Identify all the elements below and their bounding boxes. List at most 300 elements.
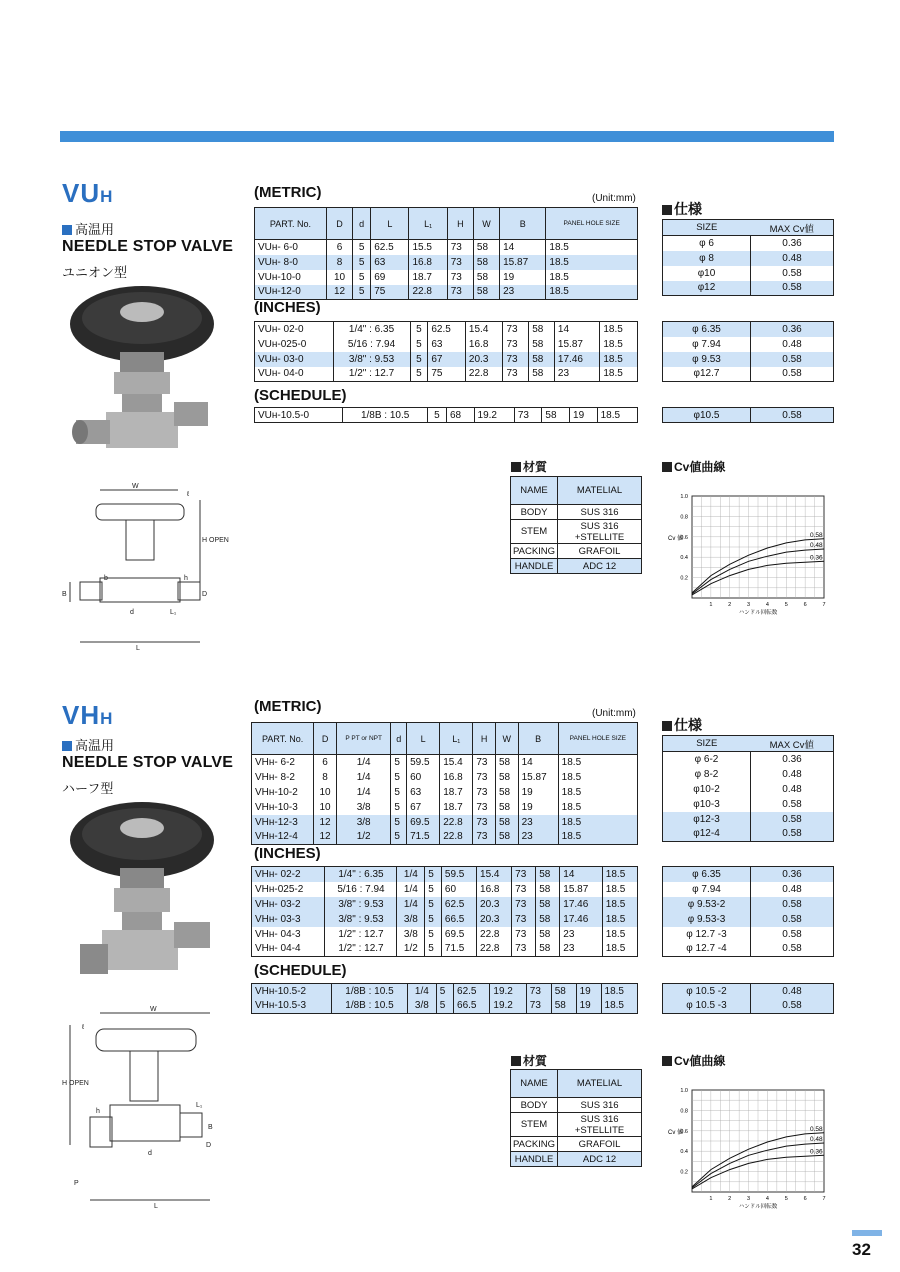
column-header: d bbox=[353, 208, 371, 240]
table-cell: 3/8 bbox=[397, 912, 425, 927]
dim-label: L₁ bbox=[196, 1102, 203, 1109]
table-cell: 18.7 bbox=[440, 800, 473, 815]
table-cell: 6 bbox=[326, 240, 352, 255]
table-cell: 10 bbox=[314, 785, 337, 800]
y-axis-label: Cv 値 bbox=[668, 1130, 684, 1136]
table-cell: 23 bbox=[518, 815, 558, 830]
table-cell: 0.58 bbox=[782, 943, 802, 955]
table-cell: 15.4 bbox=[465, 322, 503, 337]
table-cell: 73 bbox=[503, 352, 529, 367]
table-cell: 18.5 bbox=[600, 352, 638, 367]
table-row bbox=[663, 408, 834, 423]
table-cell: 17.46 bbox=[554, 352, 599, 367]
spec-table-metric bbox=[662, 735, 834, 842]
table-cell: 18.5 bbox=[558, 785, 637, 800]
table-cell: 0.58 bbox=[751, 812, 834, 827]
table-row bbox=[511, 1137, 642, 1152]
table-cell: 1/4 bbox=[397, 897, 425, 912]
table-row bbox=[663, 281, 834, 296]
table-cell: 5/16 : 7.94 bbox=[333, 337, 410, 352]
table-row bbox=[663, 266, 834, 281]
table-row bbox=[663, 882, 834, 897]
table-cell: φ12-3 bbox=[663, 812, 751, 827]
table-row bbox=[255, 352, 638, 367]
column-header: L bbox=[407, 723, 440, 755]
spec-title: 仕様 bbox=[662, 715, 702, 735]
table-cell: VUн- 02-0 bbox=[255, 322, 334, 337]
table-cell: 58 bbox=[495, 830, 518, 845]
table-cell: 5 bbox=[353, 240, 371, 255]
table-row bbox=[252, 755, 638, 770]
table-cell: PACKING bbox=[511, 1137, 558, 1152]
table-cell: 5 bbox=[391, 785, 407, 800]
table-cell: 23 bbox=[560, 942, 603, 957]
column-header: d bbox=[391, 723, 407, 755]
table-cell: 18.5 bbox=[602, 867, 637, 882]
table-row bbox=[663, 797, 834, 812]
table-row bbox=[663, 912, 834, 927]
cv-title: Cv値曲線 bbox=[662, 458, 725, 475]
table-cell: φ 7.94 bbox=[663, 882, 751, 897]
spec-title: 仕様 bbox=[662, 199, 702, 219]
table-cell: 62.5 bbox=[371, 240, 409, 255]
table-cell: VHн- 8-2 bbox=[252, 770, 314, 785]
table-cell: 0.36 bbox=[782, 237, 802, 249]
table-cell: 67 bbox=[428, 352, 466, 367]
table-cell: φ12-4 bbox=[663, 827, 751, 842]
table-cell: 3/8" : 9.53 bbox=[325, 912, 397, 927]
table-cell: 10 bbox=[314, 800, 337, 815]
table-cell: STEM bbox=[511, 520, 558, 544]
table-cell: 0.58 bbox=[782, 267, 802, 279]
table-cell: 0.58 bbox=[751, 897, 834, 912]
table-cell: 59.5 bbox=[407, 755, 440, 770]
table-cell: VHн-025-2 bbox=[252, 882, 325, 897]
table-cell: 58 bbox=[529, 367, 555, 382]
table-cell: 62.5 bbox=[428, 322, 466, 337]
table-cell: 19.2 bbox=[490, 999, 526, 1014]
valve-photo bbox=[62, 798, 222, 998]
table-cell: 8 bbox=[326, 255, 352, 270]
table-cell: 5 bbox=[427, 408, 446, 423]
table-cell: 22.8 bbox=[465, 367, 503, 382]
product-name: NEEDLE STOP VALVE bbox=[62, 238, 234, 255]
table-row bbox=[511, 505, 642, 520]
table-cell: 63 bbox=[428, 337, 466, 352]
table-cell: 67 bbox=[407, 800, 440, 815]
table-cell: 58 bbox=[473, 285, 499, 300]
table-cell: VHн- 6-2 bbox=[252, 755, 314, 770]
table-cell: 5 bbox=[353, 255, 371, 270]
table-cell: 58 bbox=[536, 897, 560, 912]
table-row bbox=[663, 942, 834, 957]
table-cell: 1/4" : 6.35 bbox=[333, 322, 410, 337]
table-cell: 18.7 bbox=[440, 785, 473, 800]
table-cell: 0.48 bbox=[782, 768, 802, 780]
table-row bbox=[252, 942, 638, 957]
table-cell: 0.36 bbox=[751, 867, 834, 882]
column-header: MAX Cv値 bbox=[751, 736, 834, 752]
table-cell: 18.5 bbox=[546, 285, 638, 300]
table-cell: φ 7.94 bbox=[663, 337, 751, 352]
table-cell: VHн-10.5-3 bbox=[252, 999, 332, 1014]
table-cell: 1/4 bbox=[336, 785, 391, 800]
inches-table bbox=[251, 866, 638, 957]
table-cell: 15.5 bbox=[409, 240, 447, 255]
table-cell: 58 bbox=[495, 770, 518, 785]
table-cell: 60 bbox=[407, 770, 440, 785]
curve-label: 0.36 bbox=[810, 554, 823, 562]
table-cell: 5 bbox=[425, 867, 442, 882]
table-cell: 14 bbox=[554, 322, 599, 337]
spec-table-schedule bbox=[662, 407, 834, 423]
table-cell: 18.5 bbox=[558, 755, 637, 770]
table-row bbox=[663, 827, 834, 842]
dim-label: d bbox=[148, 1150, 152, 1157]
table-cell: φ10-2 bbox=[663, 782, 751, 797]
table-cell: φ 9.53-3 bbox=[663, 912, 751, 927]
y-tick-label: 1.0 bbox=[680, 1088, 688, 1094]
table-row bbox=[255, 322, 638, 337]
table-row bbox=[663, 812, 834, 827]
inches-label: (INCHES) bbox=[254, 845, 321, 862]
table-cell: 58 bbox=[495, 755, 518, 770]
product-name: NEEDLE STOP VALVE bbox=[62, 754, 234, 771]
table-cell: 1/2 bbox=[397, 942, 425, 957]
table-cell: 1/2 bbox=[336, 830, 391, 845]
table-cell: 1/4" : 6.35 bbox=[325, 867, 397, 882]
table-cell: 18.5 bbox=[546, 270, 638, 285]
x-tick-label: 2 bbox=[728, 602, 732, 608]
table-cell: 71.5 bbox=[441, 942, 476, 957]
dim-label: W bbox=[132, 483, 139, 490]
table-row bbox=[663, 767, 834, 782]
table-row bbox=[663, 867, 834, 882]
table-cell: 1/4 bbox=[397, 882, 425, 897]
table-cell: 18.7 bbox=[409, 270, 447, 285]
table-cell: φ12.7 bbox=[663, 367, 751, 382]
table-cell: 19.2 bbox=[474, 408, 514, 423]
table-cell: VHн-10.5-2 bbox=[252, 984, 332, 999]
cv-title: Cv値曲線 bbox=[662, 1052, 725, 1069]
table-cell: 23 bbox=[518, 830, 558, 845]
table-cell: PACKING bbox=[511, 544, 558, 559]
table-cell: 69 bbox=[371, 270, 409, 285]
table-cell: 5 bbox=[425, 912, 442, 927]
y-tick-label: 0.8 bbox=[680, 514, 688, 521]
table-cell: 20.3 bbox=[477, 897, 512, 912]
x-tick-label: 2 bbox=[728, 1196, 732, 1202]
table-row bbox=[252, 770, 638, 785]
column-header: W bbox=[495, 723, 518, 755]
table-cell: 18.5 bbox=[546, 255, 638, 270]
cv-chart bbox=[662, 480, 832, 615]
schedule-label: (SCHEDULE) bbox=[254, 962, 347, 979]
dim-label: ℓ bbox=[187, 491, 190, 498]
x-tick-label: 4 bbox=[765, 1196, 769, 1202]
curve-label: 0.48 bbox=[810, 542, 823, 550]
table-cell: 18.5 bbox=[546, 240, 638, 255]
table-row bbox=[255, 408, 638, 423]
table-cell: 3/8 bbox=[397, 927, 425, 942]
table-cell: 73 bbox=[473, 800, 496, 815]
spec-table-schedule bbox=[662, 983, 834, 1014]
table-cell: 58 bbox=[495, 785, 518, 800]
table-row bbox=[511, 559, 642, 574]
dimension-drawing bbox=[60, 482, 229, 657]
table-cell: 14 bbox=[500, 240, 546, 255]
column-header: P PT or NPT bbox=[336, 723, 391, 755]
category: 高温用 bbox=[62, 219, 114, 238]
table-cell: 15.87 bbox=[500, 255, 546, 270]
table-cell: 73 bbox=[512, 942, 536, 957]
table-cell: 5 bbox=[410, 367, 428, 382]
dim-label: h bbox=[96, 1108, 100, 1115]
table-cell: 5 bbox=[353, 285, 371, 300]
table-cell: 73 bbox=[447, 240, 473, 255]
table-cell: 5 bbox=[410, 322, 428, 337]
table-cell: 5/16 : 7.94 bbox=[325, 882, 397, 897]
table-cell: 62.5 bbox=[454, 984, 490, 999]
column-header: D bbox=[314, 723, 337, 755]
table-cell: 14 bbox=[560, 867, 603, 882]
table-cell: 63 bbox=[407, 785, 440, 800]
column-header: PART. No. bbox=[252, 723, 314, 755]
x-tick-label: 5 bbox=[784, 602, 788, 608]
table-cell: 59.5 bbox=[441, 867, 476, 882]
dim-label: B bbox=[62, 591, 67, 598]
dim-label: D bbox=[202, 591, 208, 598]
table-cell: VHн- 03-2 bbox=[252, 897, 325, 912]
page-number: 32 bbox=[852, 1240, 871, 1259]
table-cell: 69.5 bbox=[441, 927, 476, 942]
table-cell: 19.2 bbox=[490, 984, 526, 999]
table-cell: 0.58 bbox=[782, 368, 802, 380]
table-cell: 73 bbox=[512, 867, 536, 882]
table-cell: 73 bbox=[447, 270, 473, 285]
joint-type: ハーフ型 bbox=[62, 781, 114, 796]
table-cell: φ10.5 bbox=[663, 408, 751, 423]
x-tick-label: 7 bbox=[822, 1196, 826, 1202]
table-cell: 22.8 bbox=[477, 927, 512, 942]
table-row bbox=[511, 544, 642, 559]
dim-label: b bbox=[104, 575, 108, 582]
cv-chart bbox=[662, 1074, 832, 1209]
x-axis-label: ハンドル回転数 bbox=[738, 1204, 778, 1210]
table-cell: 58 bbox=[529, 337, 555, 352]
table-row bbox=[252, 800, 638, 815]
column-header: MAX Cv値 bbox=[751, 220, 834, 236]
table-cell: 5 bbox=[425, 927, 442, 942]
column-header: PANEL HOLE SIZE bbox=[546, 208, 638, 240]
table-cell: 12 bbox=[326, 285, 352, 300]
table-cell: 73 bbox=[503, 322, 529, 337]
table-row bbox=[252, 785, 638, 800]
table-cell: 18.5 bbox=[602, 897, 637, 912]
model-code: VUH bbox=[62, 178, 114, 208]
y-tick-label: 0.8 bbox=[680, 1108, 688, 1115]
table-cell: 14 bbox=[518, 755, 558, 770]
metric-table bbox=[251, 722, 638, 845]
joint-type: ユニオン型 bbox=[62, 265, 128, 280]
table-cell: 5 bbox=[425, 942, 442, 957]
table-row bbox=[252, 984, 638, 999]
column-header: B bbox=[518, 723, 558, 755]
table-cell: 12 bbox=[314, 830, 337, 845]
table-cell: 75 bbox=[428, 367, 466, 382]
spec-table-metric bbox=[662, 219, 834, 296]
curve-label: 0.48 bbox=[810, 1136, 823, 1144]
table-cell: HANDLE bbox=[511, 559, 558, 574]
table-cell: 19 bbox=[570, 408, 598, 423]
dim-label: L bbox=[136, 645, 140, 652]
column-header: L₁ bbox=[409, 208, 447, 240]
table-cell: VUн-10.5-0 bbox=[255, 408, 343, 423]
y-tick-label: 0.4 bbox=[680, 555, 688, 562]
table-cell: 6 bbox=[314, 755, 337, 770]
table-cell: 20.3 bbox=[465, 352, 503, 367]
table-cell: 18.5 bbox=[597, 408, 637, 423]
table-row bbox=[255, 255, 638, 270]
table-cell: 58 bbox=[536, 942, 560, 957]
table-cell: 58 bbox=[551, 984, 576, 999]
table-cell: 73 bbox=[512, 897, 536, 912]
y-tick-label: 0.6 bbox=[680, 1128, 688, 1135]
x-tick-label: 5 bbox=[784, 1196, 788, 1202]
table-row bbox=[252, 927, 638, 942]
table-cell: φ 9.53-2 bbox=[663, 897, 751, 912]
page-accent-bar bbox=[852, 1230, 882, 1236]
material-table bbox=[510, 476, 642, 574]
table-cell: SUS 316 bbox=[558, 1098, 642, 1113]
table-cell: 23 bbox=[560, 927, 603, 942]
metric-table bbox=[254, 207, 638, 300]
inches-table bbox=[254, 321, 638, 382]
table-cell: φ10-3 bbox=[663, 797, 751, 812]
table-cell: 58 bbox=[529, 352, 555, 367]
metric-label: (METRIC) bbox=[254, 184, 322, 201]
table-cell: SUS 316 +STELLITE bbox=[558, 520, 642, 544]
table-cell: 73 bbox=[473, 770, 496, 785]
table-cell: 5 bbox=[391, 830, 407, 845]
table-cell: 0.36 bbox=[751, 322, 834, 337]
table-cell: 5 bbox=[391, 770, 407, 785]
table-cell: 19 bbox=[500, 270, 546, 285]
table-cell: 0.48 bbox=[782, 783, 802, 795]
table-cell: 3/8 bbox=[336, 800, 391, 815]
table-cell: 5 bbox=[436, 999, 453, 1014]
spec-table-inches bbox=[662, 866, 834, 957]
x-tick-label: 1 bbox=[709, 1196, 713, 1202]
table-row bbox=[663, 984, 834, 999]
table-cell: 60 bbox=[441, 882, 476, 897]
table-cell: ADC 12 bbox=[558, 1152, 642, 1167]
table-row bbox=[255, 285, 638, 300]
table-cell: 66.5 bbox=[441, 912, 476, 927]
table-cell: 5 bbox=[391, 815, 407, 830]
table-cell: 23 bbox=[500, 285, 546, 300]
table-cell: VHн- 02-2 bbox=[252, 867, 325, 882]
table-row bbox=[252, 867, 638, 882]
table-cell: 22.8 bbox=[440, 815, 473, 830]
y-tick-label: 1.0 bbox=[680, 494, 688, 500]
column-header: D bbox=[326, 208, 352, 240]
table-cell: φ 6 bbox=[663, 236, 751, 251]
x-tick-label: 3 bbox=[747, 602, 751, 608]
table-row bbox=[663, 752, 834, 767]
table-row bbox=[663, 782, 834, 797]
table-cell: 73 bbox=[526, 999, 551, 1014]
table-cell: 0.58 bbox=[751, 408, 834, 423]
column-header: MATELIAL bbox=[558, 477, 642, 505]
table-cell: 18.5 bbox=[558, 770, 637, 785]
x-tick-label: 6 bbox=[803, 1196, 807, 1202]
table-cell: 73 bbox=[473, 815, 496, 830]
column-header: NAME bbox=[511, 477, 558, 505]
table-row bbox=[663, 999, 834, 1014]
table-cell: 15.4 bbox=[477, 867, 512, 882]
dimension-drawing bbox=[60, 1005, 220, 1210]
dim-label: P bbox=[74, 1180, 79, 1187]
table-cell: 58 bbox=[536, 867, 560, 882]
valve-photo bbox=[62, 282, 222, 472]
y-tick-label: 0.2 bbox=[680, 1169, 688, 1176]
table-cell: φ 9.53 bbox=[663, 352, 751, 367]
table-cell: 1/4 bbox=[336, 770, 391, 785]
table-cell: 19 bbox=[518, 800, 558, 815]
schedule-label: (SCHEDULE) bbox=[254, 387, 347, 404]
table-cell: VUн- 03-0 bbox=[255, 352, 334, 367]
table-cell: 1/4 bbox=[408, 984, 437, 999]
y-tick-label: 0.4 bbox=[680, 1149, 688, 1156]
table-cell: 5 bbox=[391, 800, 407, 815]
table-cell: VHн-10-3 bbox=[252, 800, 314, 815]
table-cell: 23 bbox=[554, 367, 599, 382]
table-row bbox=[511, 1113, 642, 1137]
table-row bbox=[663, 367, 834, 382]
table-cell: VHн-10-2 bbox=[252, 785, 314, 800]
table-cell: 15.87 bbox=[554, 337, 599, 352]
x-axis-label: ハンドル回転数 bbox=[738, 610, 778, 616]
table-cell: 66.5 bbox=[454, 999, 490, 1014]
table-cell: 5 bbox=[410, 352, 428, 367]
table-cell: 0.48 bbox=[782, 338, 802, 350]
table-cell: φ 12.7 -4 bbox=[663, 942, 751, 957]
y-axis-label: Cv 値 bbox=[668, 536, 684, 542]
table-cell: 15.4 bbox=[440, 755, 473, 770]
schedule-table bbox=[251, 983, 638, 1014]
table-cell: 3/8 bbox=[408, 999, 437, 1014]
x-tick-label: 1 bbox=[709, 602, 713, 608]
table-cell: 10 bbox=[326, 270, 352, 285]
table-cell: 16.8 bbox=[440, 770, 473, 785]
dim-label: B bbox=[208, 1124, 213, 1131]
table-row bbox=[252, 815, 638, 830]
table-cell: 18.5 bbox=[600, 322, 638, 337]
table-cell: 73 bbox=[512, 882, 536, 897]
table-cell: 73 bbox=[473, 830, 496, 845]
column-header: H bbox=[447, 208, 473, 240]
table-cell: 18.5 bbox=[558, 830, 637, 845]
table-cell: φ12 bbox=[663, 281, 751, 296]
table-row bbox=[255, 367, 638, 382]
table-cell: 22.8 bbox=[477, 942, 512, 957]
table-cell: 18.5 bbox=[602, 912, 637, 927]
spec-table-inches bbox=[662, 321, 834, 382]
table-cell: φ 6-2 bbox=[663, 752, 751, 767]
table-cell: φ 10.5 -2 bbox=[663, 984, 751, 999]
table-cell: φ 8-2 bbox=[663, 767, 751, 782]
